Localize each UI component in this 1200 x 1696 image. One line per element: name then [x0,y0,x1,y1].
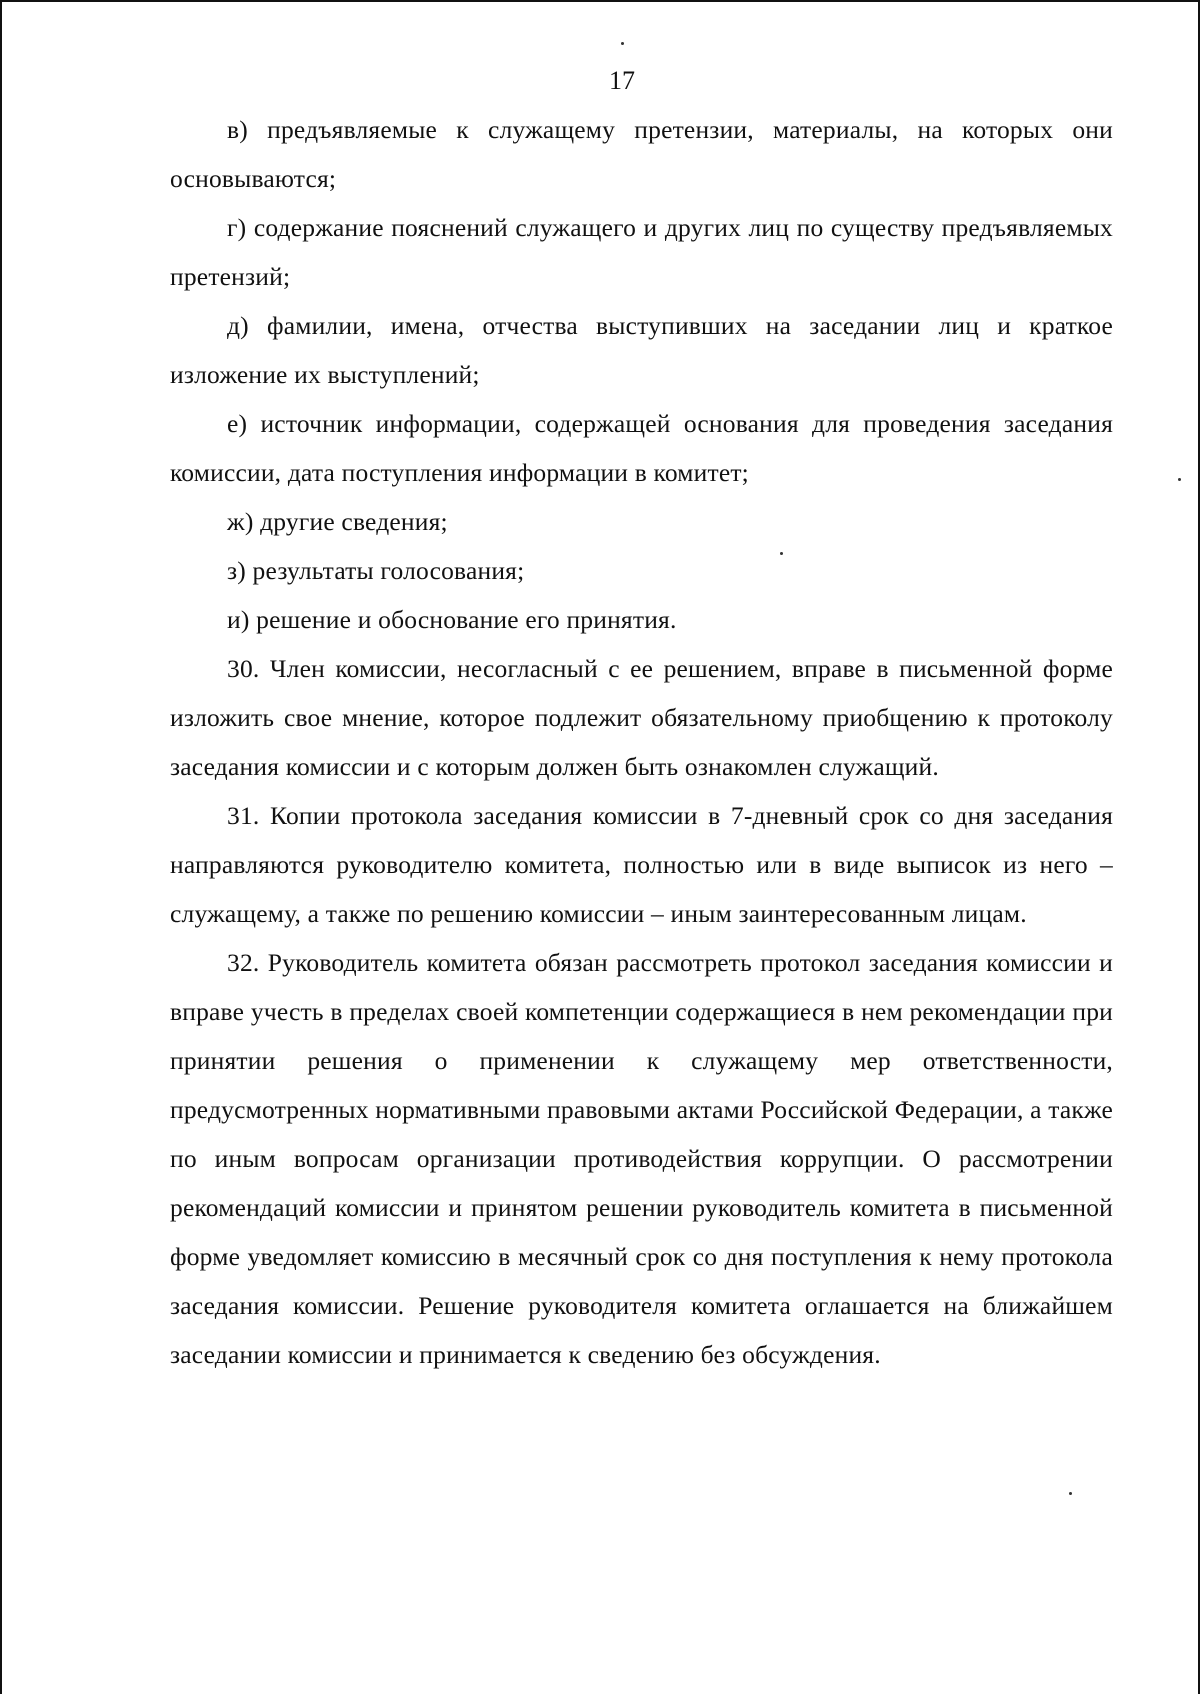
paragraph-32: 32. Руководитель комитета обязан рассмотреть протокол заседания комиссии и вправе учесть в пределах своей компетенции содержащиеся в нем рекомендации при принятии решения о применении к служащему мер ответственности, предусмотренных нормативными правовыми актами Российской Федерации, а также по иным вопросам организации противодействия коррупции. О рассмотрении рекомендаций комиссии и принятом решении руководитель комитета в письменной форме уведомляет комиссию в месячный срок со дня поступления к нему протокола заседания комиссии. Решение руководителя комитета оглашается на ближайшем заседании комиссии и принимается к сведению без обсуждения. [170,948,1113,1369]
paragraph-item-zh: ж) другие сведения; [227,507,448,536]
paragraph-item-i: и) решение и обоснование его принятия. [227,605,677,634]
paragraph-30: 30. Член комиссии, несогласный с ее решением, вправе в письменной форме изложить свое мнение, которое подлежит обязательному приобщению к протоколу заседания комиссии и с которым должен быть ознакомлен служащий. [170,654,1113,781]
page-number: 17 [609,66,635,95]
paragraph-item-g: г) содержание пояснений служащего и других лиц по существу предъявляемых претензий; [170,213,1113,291]
scan-speck [621,42,624,45]
scan-speck [1178,478,1181,481]
scan-speck [1069,1492,1072,1495]
document-body [170,105,1113,1379]
scan-speck [780,552,783,555]
paragraph-item-z: з) результаты голосования; [227,556,525,585]
paragraph-item-v: в) предъявляемые к служащему претензии, материалы, на которых они основываются; [170,115,1113,193]
paragraph-item-e: е) источник информации, содержащей основания для проведения заседания комиссии, дата поступления информации в комитет; [170,409,1113,487]
paragraph-item-d: д) фамилии, имена, отчества выступивших на заседании лиц и краткое изложение их выступлений; [170,311,1113,389]
paragraph-31: 31. Копии протокола заседания комиссии в 7-дневный срок со дня заседания направляются руководителю комитета, полностью или в виде выписок из него – служащему, а также по решению комиссии – иным заинтересованным лицам. [170,801,1113,928]
